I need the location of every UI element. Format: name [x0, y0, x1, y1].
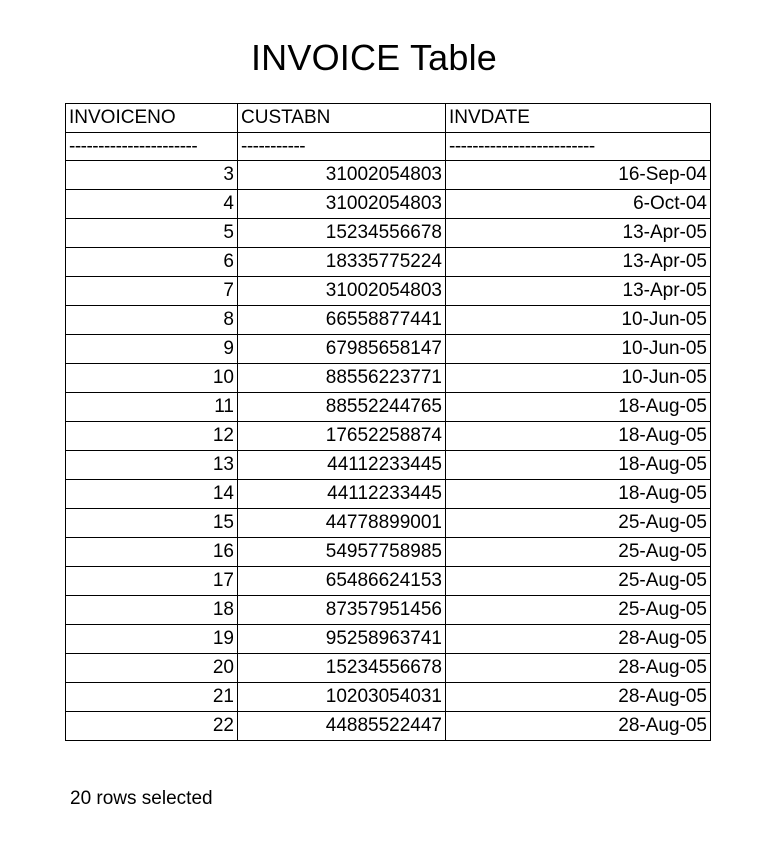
invdate-cell: 28-Aug-05 — [446, 625, 711, 654]
invoiceno-cell: 12 — [66, 422, 238, 451]
custabn-cell: 31002054803 — [238, 161, 446, 190]
invoiceno-cell: 18 — [66, 596, 238, 625]
custabn-cell: 10203054031 — [238, 683, 446, 712]
invoiceno-cell: 3 — [66, 161, 238, 190]
invoiceno-cell: 17 — [66, 567, 238, 596]
invdate-cell: 10-Jun-05 — [446, 306, 711, 335]
custabn-cell: 44112233445 — [238, 451, 446, 480]
invdate-cell: 18-Aug-05 — [446, 393, 711, 422]
table-row — [66, 480, 711, 509]
rows-selected-status: 20 rows selected — [70, 788, 213, 809]
separator-custabn: ----------- — [238, 133, 446, 161]
custabn-cell: 17652258874 — [238, 422, 446, 451]
table-row — [66, 567, 711, 596]
table-row — [66, 625, 711, 654]
invdate-cell: 25-Aug-05 — [446, 567, 711, 596]
invoiceno-cell: 10 — [66, 364, 238, 393]
table-row — [66, 509, 711, 538]
custabn-cell: 88556223771 — [238, 364, 446, 393]
invoiceno-cell: 7 — [66, 277, 238, 306]
invdate-cell: 10-Jun-05 — [446, 335, 711, 364]
custabn-cell: 88552244765 — [238, 393, 446, 422]
table-row — [66, 683, 711, 712]
invdate-cell: 25-Aug-05 — [446, 596, 711, 625]
invdate-cell: 10-Jun-05 — [446, 364, 711, 393]
custabn-cell: 54957758985 — [238, 538, 446, 567]
invdate-cell: 18-Aug-05 — [446, 422, 711, 451]
custabn-cell: 67985658147 — [238, 335, 446, 364]
invdate-cell: 6-Oct-04 — [446, 190, 711, 219]
invoiceno-cell: 21 — [66, 683, 238, 712]
custabn-cell: 18335775224 — [238, 248, 446, 277]
invoice-table — [65, 103, 711, 741]
invoiceno-cell: 15 — [66, 509, 238, 538]
table-row — [66, 161, 711, 190]
invdate-cell: 28-Aug-05 — [446, 683, 711, 712]
invoiceno-cell: 8 — [66, 306, 238, 335]
invdate-cell: 18-Aug-05 — [446, 480, 711, 509]
custabn-cell: 66558877441 — [238, 306, 446, 335]
custabn-cell: 65486624153 — [238, 567, 446, 596]
column-header-invoiceno: INVOICENO — [66, 104, 238, 133]
invdate-cell: 16-Sep-04 — [446, 161, 711, 190]
invdate-cell: 25-Aug-05 — [446, 509, 711, 538]
table-row — [66, 654, 711, 683]
separator-invoiceno: ---------------------- — [66, 133, 238, 161]
table-header-row — [66, 104, 711, 133]
invdate-cell: 25-Aug-05 — [446, 538, 711, 567]
table-row — [66, 248, 711, 277]
custabn-cell: 44885522447 — [238, 712, 446, 741]
table-row — [66, 451, 711, 480]
table-row — [66, 277, 711, 306]
invdate-cell: 28-Aug-05 — [446, 654, 711, 683]
table-body — [66, 161, 711, 741]
invoiceno-cell: 9 — [66, 335, 238, 364]
invoiceno-cell: 13 — [66, 451, 238, 480]
invoiceno-cell: 14 — [66, 480, 238, 509]
invoiceno-cell: 19 — [66, 625, 238, 654]
custabn-cell: 95258963741 — [238, 625, 446, 654]
table-row — [66, 596, 711, 625]
invdate-cell: 13-Apr-05 — [446, 219, 711, 248]
invoiceno-cell: 16 — [66, 538, 238, 567]
table-row — [66, 306, 711, 335]
invoiceno-cell: 20 — [66, 654, 238, 683]
invdate-cell: 18-Aug-05 — [446, 451, 711, 480]
custabn-cell: 31002054803 — [238, 190, 446, 219]
column-header-invdate: INVDATE — [446, 104, 711, 133]
table-row — [66, 422, 711, 451]
invoiceno-cell: 11 — [66, 393, 238, 422]
invdate-cell: 28-Aug-05 — [446, 712, 711, 741]
invoiceno-cell: 6 — [66, 248, 238, 277]
table-row — [66, 219, 711, 248]
table-row — [66, 393, 711, 422]
table-row — [66, 190, 711, 219]
table-row — [66, 712, 711, 741]
table-row — [66, 364, 711, 393]
custabn-cell: 87357951456 — [238, 596, 446, 625]
custabn-cell: 31002054803 — [238, 277, 446, 306]
column-header-custabn: CUSTABN — [238, 104, 446, 133]
custabn-cell: 15234556678 — [238, 654, 446, 683]
table-row — [66, 335, 711, 364]
separator-invdate: ------------------------- — [446, 133, 711, 161]
invoiceno-cell: 22 — [66, 712, 238, 741]
invoiceno-cell: 5 — [66, 219, 238, 248]
table-row — [66, 538, 711, 567]
invdate-cell: 13-Apr-05 — [446, 248, 711, 277]
page-title: INVOICE Table — [250, 37, 498, 78]
separator-row — [66, 133, 711, 161]
custabn-cell: 44778899001 — [238, 509, 446, 538]
custabn-cell: 44112233445 — [238, 480, 446, 509]
invoiceno-cell: 4 — [66, 190, 238, 219]
invdate-cell: 13-Apr-05 — [446, 277, 711, 306]
custabn-cell: 15234556678 — [238, 219, 446, 248]
